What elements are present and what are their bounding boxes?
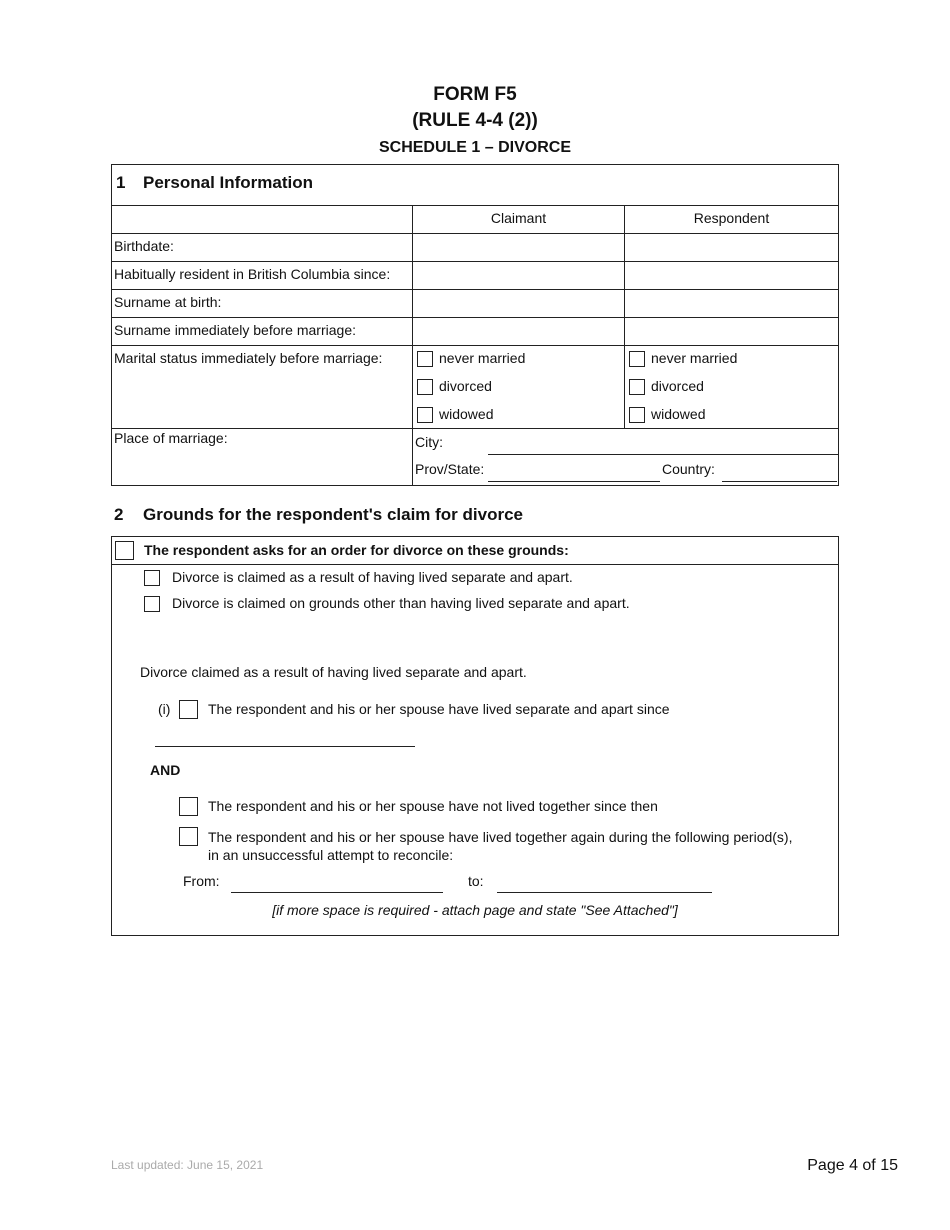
section2-title: Grounds for the respondent's claim for divorce <box>143 505 523 524</box>
respondent-divorced-checkbox[interactable] <box>629 379 645 395</box>
place-of-marriage-label: Place of marriage: <box>114 430 228 446</box>
marital-status-label: Marital status immediately before marriage: <box>114 350 383 366</box>
claimant-widowed-label: widowed <box>439 406 494 422</box>
claimant-divorced-label: divorced <box>439 378 492 394</box>
separate-since-underline <box>155 746 415 747</box>
claimant-column-header: Claimant <box>490 210 547 226</box>
grounds-header-checkbox[interactable] <box>115 541 134 560</box>
row-divider <box>111 289 838 290</box>
claimant-divorced-checkbox[interactable] <box>417 379 433 395</box>
claimant-surname-before-input[interactable] <box>414 319 622 344</box>
prov-state-label: Prov/State: <box>415 461 485 477</box>
col-divider <box>412 205 413 485</box>
respondent-widowed-checkbox[interactable] <box>629 407 645 423</box>
page-number: Page 4 of 15 <box>807 1157 898 1174</box>
prov-state-input[interactable] <box>488 460 660 480</box>
city-label: City: <box>415 434 443 450</box>
row-divider <box>111 261 838 262</box>
claimant-resident-input[interactable] <box>414 263 622 288</box>
lived-together-again-line2: in an unsuccessful attempt to reconcile: <box>208 847 454 863</box>
claimant-never-married-label: never married <box>439 350 526 366</box>
claimant-widowed-checkbox[interactable] <box>417 407 433 423</box>
form-title: FORM F5 <box>433 84 517 105</box>
respondent-surname-birth-input[interactable] <box>626 291 836 316</box>
to-label: to: <box>468 873 484 889</box>
row-divider <box>111 233 838 234</box>
last-updated: Last updated: June 15, 2021 <box>111 1158 264 1172</box>
attach-note: [if more space is required - attach page and state "See Attached"] <box>272 902 678 918</box>
lived-separate-since-label: The respondent and his or her spouse have lived separate and apart since <box>208 701 670 717</box>
claimant-surname-birth-input[interactable] <box>414 291 622 316</box>
respondent-widowed-label: widowed <box>651 406 706 422</box>
surname-before-label: Surname immediately before marriage: <box>114 322 356 338</box>
respondent-never-married-checkbox[interactable] <box>629 351 645 367</box>
city-underline <box>488 454 838 455</box>
schedule-title: SCHEDULE 1 – DIVORCE <box>378 139 572 156</box>
section2-header-divider <box>111 564 838 565</box>
item-i-label: (i) <box>158 701 171 717</box>
respondent-birthdate-input[interactable] <box>626 235 836 260</box>
separate-apart-heading: Divorce claimed as a result of having lived separate and apart. <box>140 664 527 680</box>
lived-together-again-checkbox[interactable] <box>179 827 198 846</box>
city-input[interactable] <box>488 432 836 452</box>
prov-underline <box>488 481 660 482</box>
respondent-resident-input[interactable] <box>626 263 836 288</box>
respondent-divorced-label: divorced <box>651 378 704 394</box>
country-underline <box>722 481 837 482</box>
other-grounds-checkbox[interactable] <box>144 596 160 612</box>
not-lived-together-label: The respondent and his or her spouse have not lived together since then <box>208 798 658 814</box>
section1-title: Personal Information <box>143 173 314 192</box>
claimant-never-married-checkbox[interactable] <box>417 351 433 367</box>
not-lived-together-checkbox[interactable] <box>179 797 198 816</box>
surname-birth-label: Surname at birth: <box>114 294 222 310</box>
separate-apart-checkbox[interactable] <box>144 570 160 586</box>
country-label: Country: <box>662 461 715 477</box>
birthdate-label: Birthdate: <box>114 238 174 254</box>
to-date-input[interactable] <box>497 871 712 891</box>
from-date-input[interactable] <box>231 871 443 891</box>
respondent-surname-before-input[interactable] <box>626 319 836 344</box>
resident-label: Habitually resident in British Columbia since: <box>114 266 391 282</box>
from-underline <box>231 892 443 893</box>
col-divider <box>624 205 625 428</box>
country-input[interactable] <box>722 460 836 480</box>
separate-since-date-input[interactable] <box>155 726 415 746</box>
lived-together-again-line1: The respondent and his or her spouse have lived together again during the following period(s), <box>208 829 793 845</box>
row-divider <box>111 205 838 206</box>
section2-number: 2 <box>114 505 124 524</box>
other-grounds-label: Divorce is claimed on grounds other than having lived separate and apart. <box>172 595 630 611</box>
respondent-column-header: Respondent <box>693 210 770 226</box>
section1-number: 1 <box>116 173 126 192</box>
form-rule: (RULE 4-4 (2)) <box>412 110 538 131</box>
claimant-birthdate-input[interactable] <box>414 235 622 260</box>
row-divider <box>111 428 838 429</box>
to-underline <box>497 892 712 893</box>
lived-separate-since-checkbox[interactable] <box>179 700 198 719</box>
from-label: From: <box>183 873 220 889</box>
and-label: AND <box>150 762 181 778</box>
respondent-never-married-label: never married <box>651 350 738 366</box>
grounds-header-label: The respondent asks for an order for divorce on these grounds: <box>144 542 569 558</box>
row-divider <box>111 317 838 318</box>
row-divider <box>111 345 838 346</box>
separate-apart-label: Divorce is claimed as a result of having lived separate and apart. <box>172 569 573 585</box>
